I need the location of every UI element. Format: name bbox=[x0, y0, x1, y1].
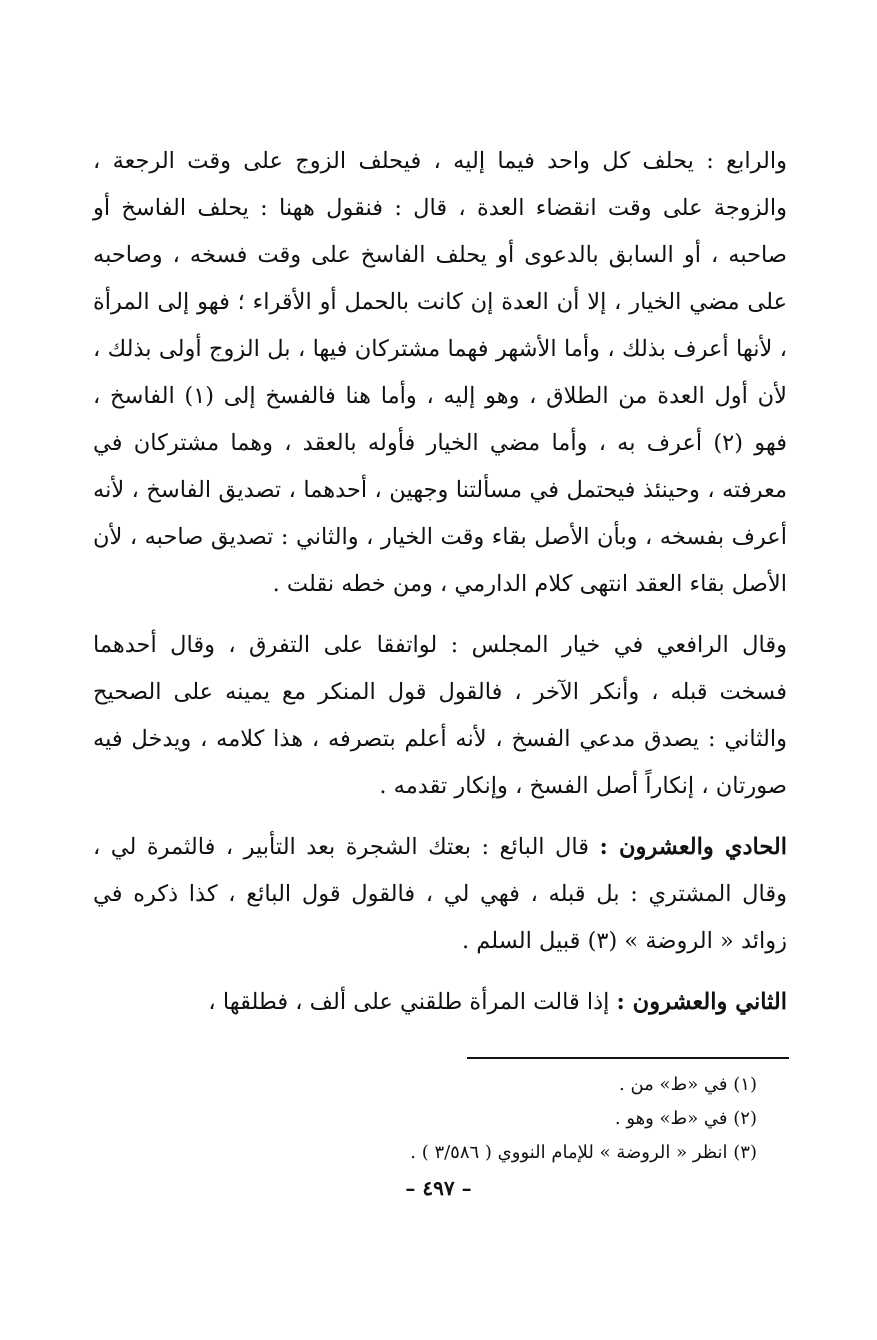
footnote-2: (٢) في «ط» وهو . bbox=[614, 1108, 757, 1129]
footnote-3: (٣) انظر « الروضة » للإمام النووي ( ٣/٥٨٦ ) . bbox=[410, 1142, 757, 1163]
footnote-1: (١) في «ط» من . bbox=[619, 1074, 757, 1095]
footnote-divider bbox=[467, 1057, 789, 1059]
paragraph-3-text: قال البائع : بعتك الشجرة بعد التأبير ، فالثمرة لي ، وقال المشتري : بل قبله ، فهي لي ، فالقول قول البائع ، كذا ذكره في زوائد « الروضة » (٣) قبيل السلم . bbox=[93, 834, 787, 954]
paragraph-2: وقال الرافعي في خيار المجلس : لواتفقا على التفرق ، وقال أحدهما فسخت قبله ، وأنكر الآخر ، فالقول قول المنكر مع يمينه على الصحيح والثاني : يصدق مدعي الفسخ ، لأنه أعلم بتصرفه ، هذا كلامه ، ويدخل فيه صورتان ، إنكاراً أصل الفسخ ، وإنكار تقدمه . bbox=[93, 632, 787, 799]
paragraph-4-text: إذا قالت المرأة طلقني على ألف ، فطلقها ، bbox=[208, 989, 617, 1015]
main-text bbox=[93, 138, 787, 1026]
paragraph-4-lead: الثاني والعشرون : bbox=[616, 989, 787, 1015]
paragraph-3 bbox=[93, 824, 787, 965]
page-number: – ٤٩٧ – bbox=[405, 1176, 472, 1200]
paragraph-4 bbox=[93, 979, 787, 1026]
paragraph-3-lead: الحادي والعشرون : bbox=[599, 834, 787, 860]
paragraph-1: والرابع : يحلف كل واحد فيما إليه ، فيحلف الزوج على وقت الرجعة ، والزوجة على وقت انقضاء العدة ، قال : فنقول ههنا : يحلف الفاسخ أو صاحبه ، أو السابق بالدعوى أو يحلف الفاسخ على وقت فسخه ، وصاحبه على مضي الخيار ، إلا أن العدة إن كانت بالحمل أو الأقراء ؛ فهو إلى المرأة ، لأنها أعرف بذلك ، وأما الأشهر فهما مشتركان فيها ، بل الزوج أولى بذلك ، لأن أول العدة من الطلاق ، وهو إليه ، وأما هنا فالفسخ إلى (١) الفاسخ ، فهو (٢) أعرف به ، وأما مضي الخيار فأوله بالعقد ، وهما مشتركان في معرفته ، وحينئذ فيحتمل في مسألتنا وجهين ، أحدهما ، تصديق الفاسخ ، لأنه أعرف بفسخه ، وبأن الأصل بقاء وقت الخيار ، والثاني : تصديق صاحبه ، لأن الأصل بقاء العقد انتهى كلام الدارمي ، ومن خطه نقلت . bbox=[93, 148, 787, 597]
footnotes bbox=[357, 1068, 757, 1170]
